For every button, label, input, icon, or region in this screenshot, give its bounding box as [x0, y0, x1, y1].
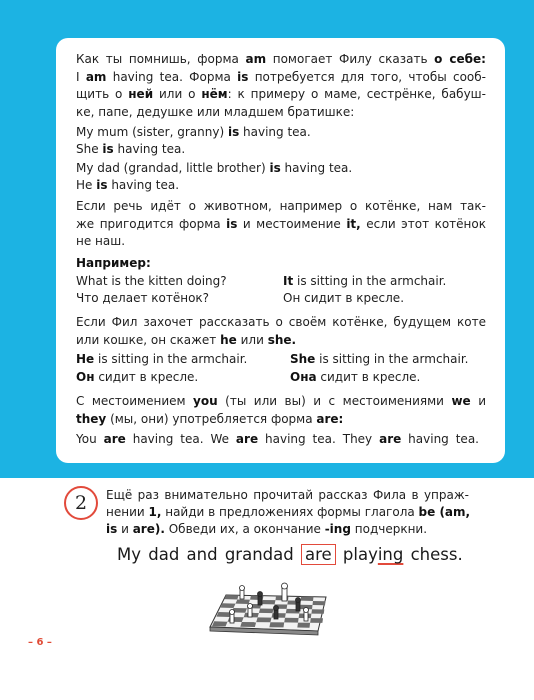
example-she: She is having tea. — [76, 142, 186, 156]
question-english: What is the kitten doing? — [76, 274, 227, 288]
circled-are: are — [301, 544, 336, 565]
he-russian: Он сидит в кресле. — [76, 370, 199, 384]
he-english: He is sitting in the armchair. — [76, 352, 248, 366]
phil-paragraph — [76, 314, 486, 349]
underlined-ing: ing — [377, 545, 404, 564]
plural-line-1: С местоимением you (ты или вы) и с местоимениями we и — [76, 394, 486, 408]
plural-example: You are having tea. We are having tea. They are having tea. — [76, 432, 479, 446]
task-line-1: Ещё раз внимательно прочитай рассказ Фила в упраж- — [106, 488, 469, 502]
plural-line-2: they (мы, они) употребляется форма are: — [76, 411, 344, 426]
intro-line-3: щить о ней или о нём: к примеру о маме, сестрёнке, бабуш- — [76, 87, 486, 101]
task-line-3: is и are). Обведи их, а окончание -ing подчеркни. — [106, 522, 428, 536]
example-he: He is having tea. — [76, 178, 180, 192]
answer-russian: Он сидит в кресле. — [283, 291, 405, 305]
example-dad: My dad (grandad, little brother) is having tea. — [76, 161, 353, 175]
she-russian: Она сидит в кресле. — [290, 370, 421, 384]
task-sentence: My dad and grandad are playing chess. — [117, 545, 463, 564]
animal-line-1: Если речь идёт о животном, например о котёнке, нам так- — [76, 199, 486, 213]
page-number: – 6 – — [28, 637, 52, 648]
animal-paragraph — [76, 198, 486, 251]
example-heading: Например: — [76, 256, 151, 270]
task-line-2: нении 1, найди в предложениях формы глагола be (am, — [106, 505, 471, 519]
animal-line-2: же пригодится форма is и местоимение it, если этот котёнок — [76, 216, 486, 231]
phil-line-2: или кошке, он скажет he или she. — [76, 332, 297, 347]
phil-line-1: Если Фил захочет рассказать о своём котёнке, будущем коте — [76, 315, 486, 329]
intro-line-4: ке, папе, дедушке или младшем братишке: — [76, 104, 355, 119]
question-russian: Что делает котёнок? — [76, 291, 210, 305]
she-english: She is sitting in the armchair. — [290, 352, 469, 366]
intro-line-1: Как ты помнишь, форма am помогает Филу сказать о себе: — [76, 52, 486, 66]
example-mum: My mum (sister, granny) is having tea. — [76, 125, 311, 139]
intro-line-2: I am having tea. Форма is потребуется для того, чтобы сооб- — [76, 69, 487, 84]
task-number-badge: 2 — [64, 486, 98, 520]
intro-paragraph — [76, 51, 486, 121]
chessboard-icon — [200, 575, 335, 643]
animal-line-3: не наш. — [76, 234, 126, 248]
answer-english: It is sitting in the armchair. — [283, 274, 447, 288]
plural-paragraph — [76, 393, 486, 428]
task-instructions — [106, 487, 469, 538]
